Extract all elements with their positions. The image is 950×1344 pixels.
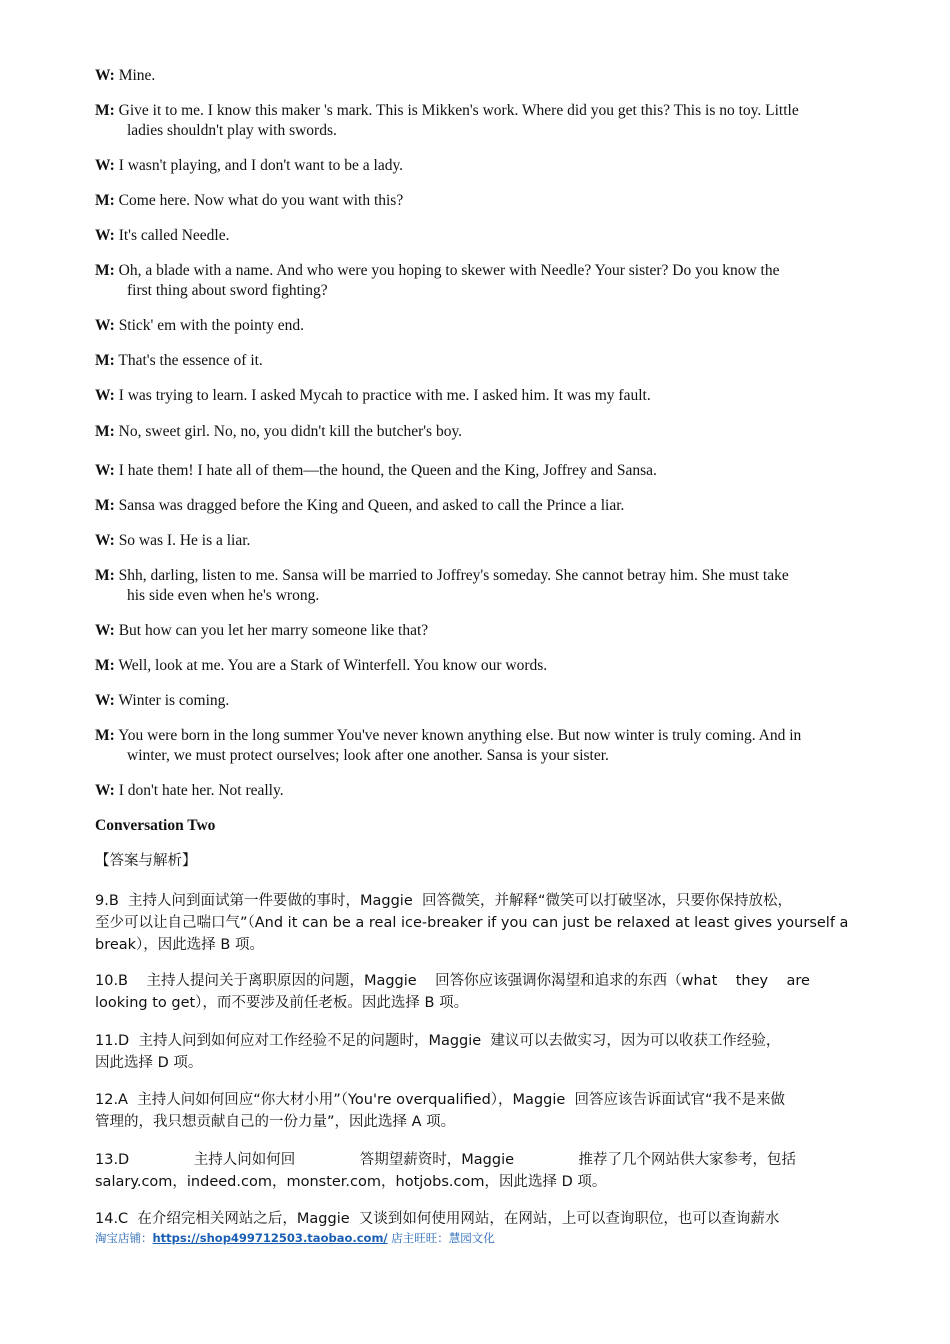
dialogue-text: Mine. bbox=[118, 67, 156, 84]
speaker-label: M: bbox=[95, 352, 115, 369]
dialogue-line bbox=[95, 351, 865, 371]
dialogue-line bbox=[95, 226, 865, 246]
speaker-label: M: bbox=[95, 192, 115, 209]
speaker-label: W: bbox=[95, 622, 115, 639]
dialogue-continuation: first thing about sword fighting? bbox=[127, 282, 328, 299]
speaker-label: W: bbox=[95, 67, 115, 84]
footer bbox=[95, 1230, 495, 1246]
dialogue-continuation: ladies shouldn't play with swords. bbox=[127, 122, 337, 139]
dialogue-text: I don't hate her. Not really. bbox=[118, 782, 284, 799]
answer-line: looking to get），而不要涉及前任老板。因此选择 B 项。 bbox=[95, 995, 469, 1011]
dialogue-line bbox=[95, 386, 865, 406]
dialogue-text: Give it to me. I know this maker 's mark. This is Mikken's work. Where did you get this? This is no toy. Little bbox=[118, 102, 799, 119]
answer-line: 因此选择 D 项。 bbox=[95, 1055, 203, 1071]
speaker-label: W: bbox=[95, 462, 115, 479]
dialogue-line bbox=[95, 726, 865, 746]
dialogue-text: Shh, darling, listen to me. Sansa will be married to Joffrey's someday. She cannot betray him. She must take bbox=[118, 567, 789, 584]
speaker-label: M: bbox=[95, 102, 115, 119]
dialogue-line bbox=[95, 156, 865, 176]
speaker-label: M: bbox=[95, 567, 115, 584]
speaker-label: W: bbox=[95, 157, 115, 174]
dialogue-text: Well, look at me. You are a Stark of Winterfell. You know our words. bbox=[118, 657, 548, 674]
dialogue-text: Stick' em with the pointy end. bbox=[118, 317, 305, 334]
answer-line: 10.B 主持人提问关于离职原因的问题，Maggie 回答你应该强调你渴望和追求的东西（what they are bbox=[95, 973, 810, 989]
dialogue-line bbox=[95, 316, 865, 336]
answer-heading: 【答案与解析】 bbox=[95, 853, 197, 869]
dialogue-line bbox=[95, 422, 865, 442]
speaker-label: M: bbox=[95, 497, 115, 514]
speaker-label: M: bbox=[95, 657, 115, 674]
dialogue-line bbox=[95, 691, 865, 711]
speaker-label: W: bbox=[95, 782, 115, 799]
dialogue-line bbox=[95, 191, 865, 211]
answer-line: 12.A 主持人问如何回应“你大材小用”（You're overqualified），Maggie 回答应该告诉面试官“我不是来做 bbox=[95, 1092, 786, 1108]
answer-line: break），因此选择 B 项。 bbox=[95, 937, 264, 953]
dialogue-text: But how can you let her marry someone like that? bbox=[118, 622, 429, 639]
dialogue-text: I hate them! I hate all of them—the hound, the Queen and the King, Joffrey and Sansa. bbox=[118, 462, 657, 479]
dialogue-text: You were born in the long summer You've never known anything else. But now winter is truly coming. And in bbox=[118, 727, 802, 744]
speaker-label: M: bbox=[95, 262, 115, 279]
dialogue-text: I was trying to learn. I asked Mycah to practice with me. I asked him. It was my fault. bbox=[118, 387, 651, 404]
dialogue-text: I wasn't playing, and I don't want to be a lady. bbox=[118, 157, 404, 174]
dialogue-continuation: winter, we must protect ourselves; look after one another. Sansa is your sister. bbox=[127, 747, 609, 764]
dialogue-line bbox=[95, 566, 865, 586]
dialogue-line bbox=[95, 656, 865, 676]
speaker-label: W: bbox=[95, 317, 115, 334]
dialogue-text: Oh, a blade with a name. And who were you hoping to skewer with Needle? Your sister? Do you know the bbox=[118, 262, 780, 279]
answer-line: 11.D 主持人问到如何应对工作经验不足的问题时，Maggie 建议可以去做实习，因为可以收获工作经验， bbox=[95, 1033, 781, 1049]
answer-line: 至少可以让自己喘口气”（And it can be a real ice-breaker if you can just be relaxed at least gives yourself a bbox=[95, 915, 849, 931]
dialogue-text: Winter is coming. bbox=[118, 692, 230, 709]
answer-line: 14.C 在介绍完相关网站之后，Maggie 又谈到如何使用网站，在网站，上可以查询职位，也可以查询薪水 bbox=[95, 1211, 780, 1227]
speaker-label: M: bbox=[95, 423, 115, 440]
dialogue-line bbox=[95, 101, 865, 121]
speaker-label: W: bbox=[95, 387, 115, 404]
speaker-label: W: bbox=[95, 692, 115, 709]
footer-shop-label: 淘宝店铺： bbox=[95, 1231, 153, 1245]
dialogue-text: Come here. Now what do you want with this? bbox=[118, 192, 404, 209]
dialogue-line bbox=[95, 496, 865, 516]
dialogue-text: Sansa was dragged before the King and Queen, and asked to call the Prince a liar. bbox=[118, 497, 625, 514]
dialogue-text: It's called Needle. bbox=[118, 227, 230, 244]
speaker-label: M: bbox=[95, 727, 115, 744]
answer-line: 9.B 主持人问到面试第一件要做的事时，Maggie 回答微笑，并解释“微笑可以打破坚冰，只要你保持放松， bbox=[95, 893, 792, 909]
dialogue-line bbox=[95, 621, 865, 641]
footer-shop-link[interactable]: https://shop499712503.taobao.com/ bbox=[152, 1231, 388, 1245]
section-title: Conversation Two bbox=[95, 817, 216, 834]
dialogue-line bbox=[95, 261, 865, 281]
dialogue-line bbox=[95, 531, 865, 551]
answer-line: 管理的，我只想贡献自己的一份力量”，因此选择 A 项。 bbox=[95, 1114, 456, 1130]
dialogue-line bbox=[95, 66, 865, 86]
dialogue-line bbox=[95, 461, 865, 481]
dialogue-text: So was I. He is a liar. bbox=[118, 532, 251, 549]
answer-line: salary.com，indeed.com，monster.com，hotjobs.com，因此选择 D 项。 bbox=[95, 1174, 607, 1190]
footer-owner-label: 店主旺旺：慧园文化 bbox=[387, 1231, 495, 1245]
answer-line: 13.D 主持人问如何回 答期望薪资时，Maggie 推荐了几个网站供大家参考，包括 bbox=[95, 1152, 797, 1168]
dialogue-text: No, sweet girl. No, no, you didn't kill the butcher's boy. bbox=[118, 423, 463, 440]
dialogue-line bbox=[95, 781, 865, 801]
speaker-label: W: bbox=[95, 227, 115, 244]
speaker-label: W: bbox=[95, 532, 115, 549]
dialogue-continuation: his side even when he's wrong. bbox=[127, 587, 320, 604]
dialogue-text: That's the essence of it. bbox=[118, 352, 263, 369]
